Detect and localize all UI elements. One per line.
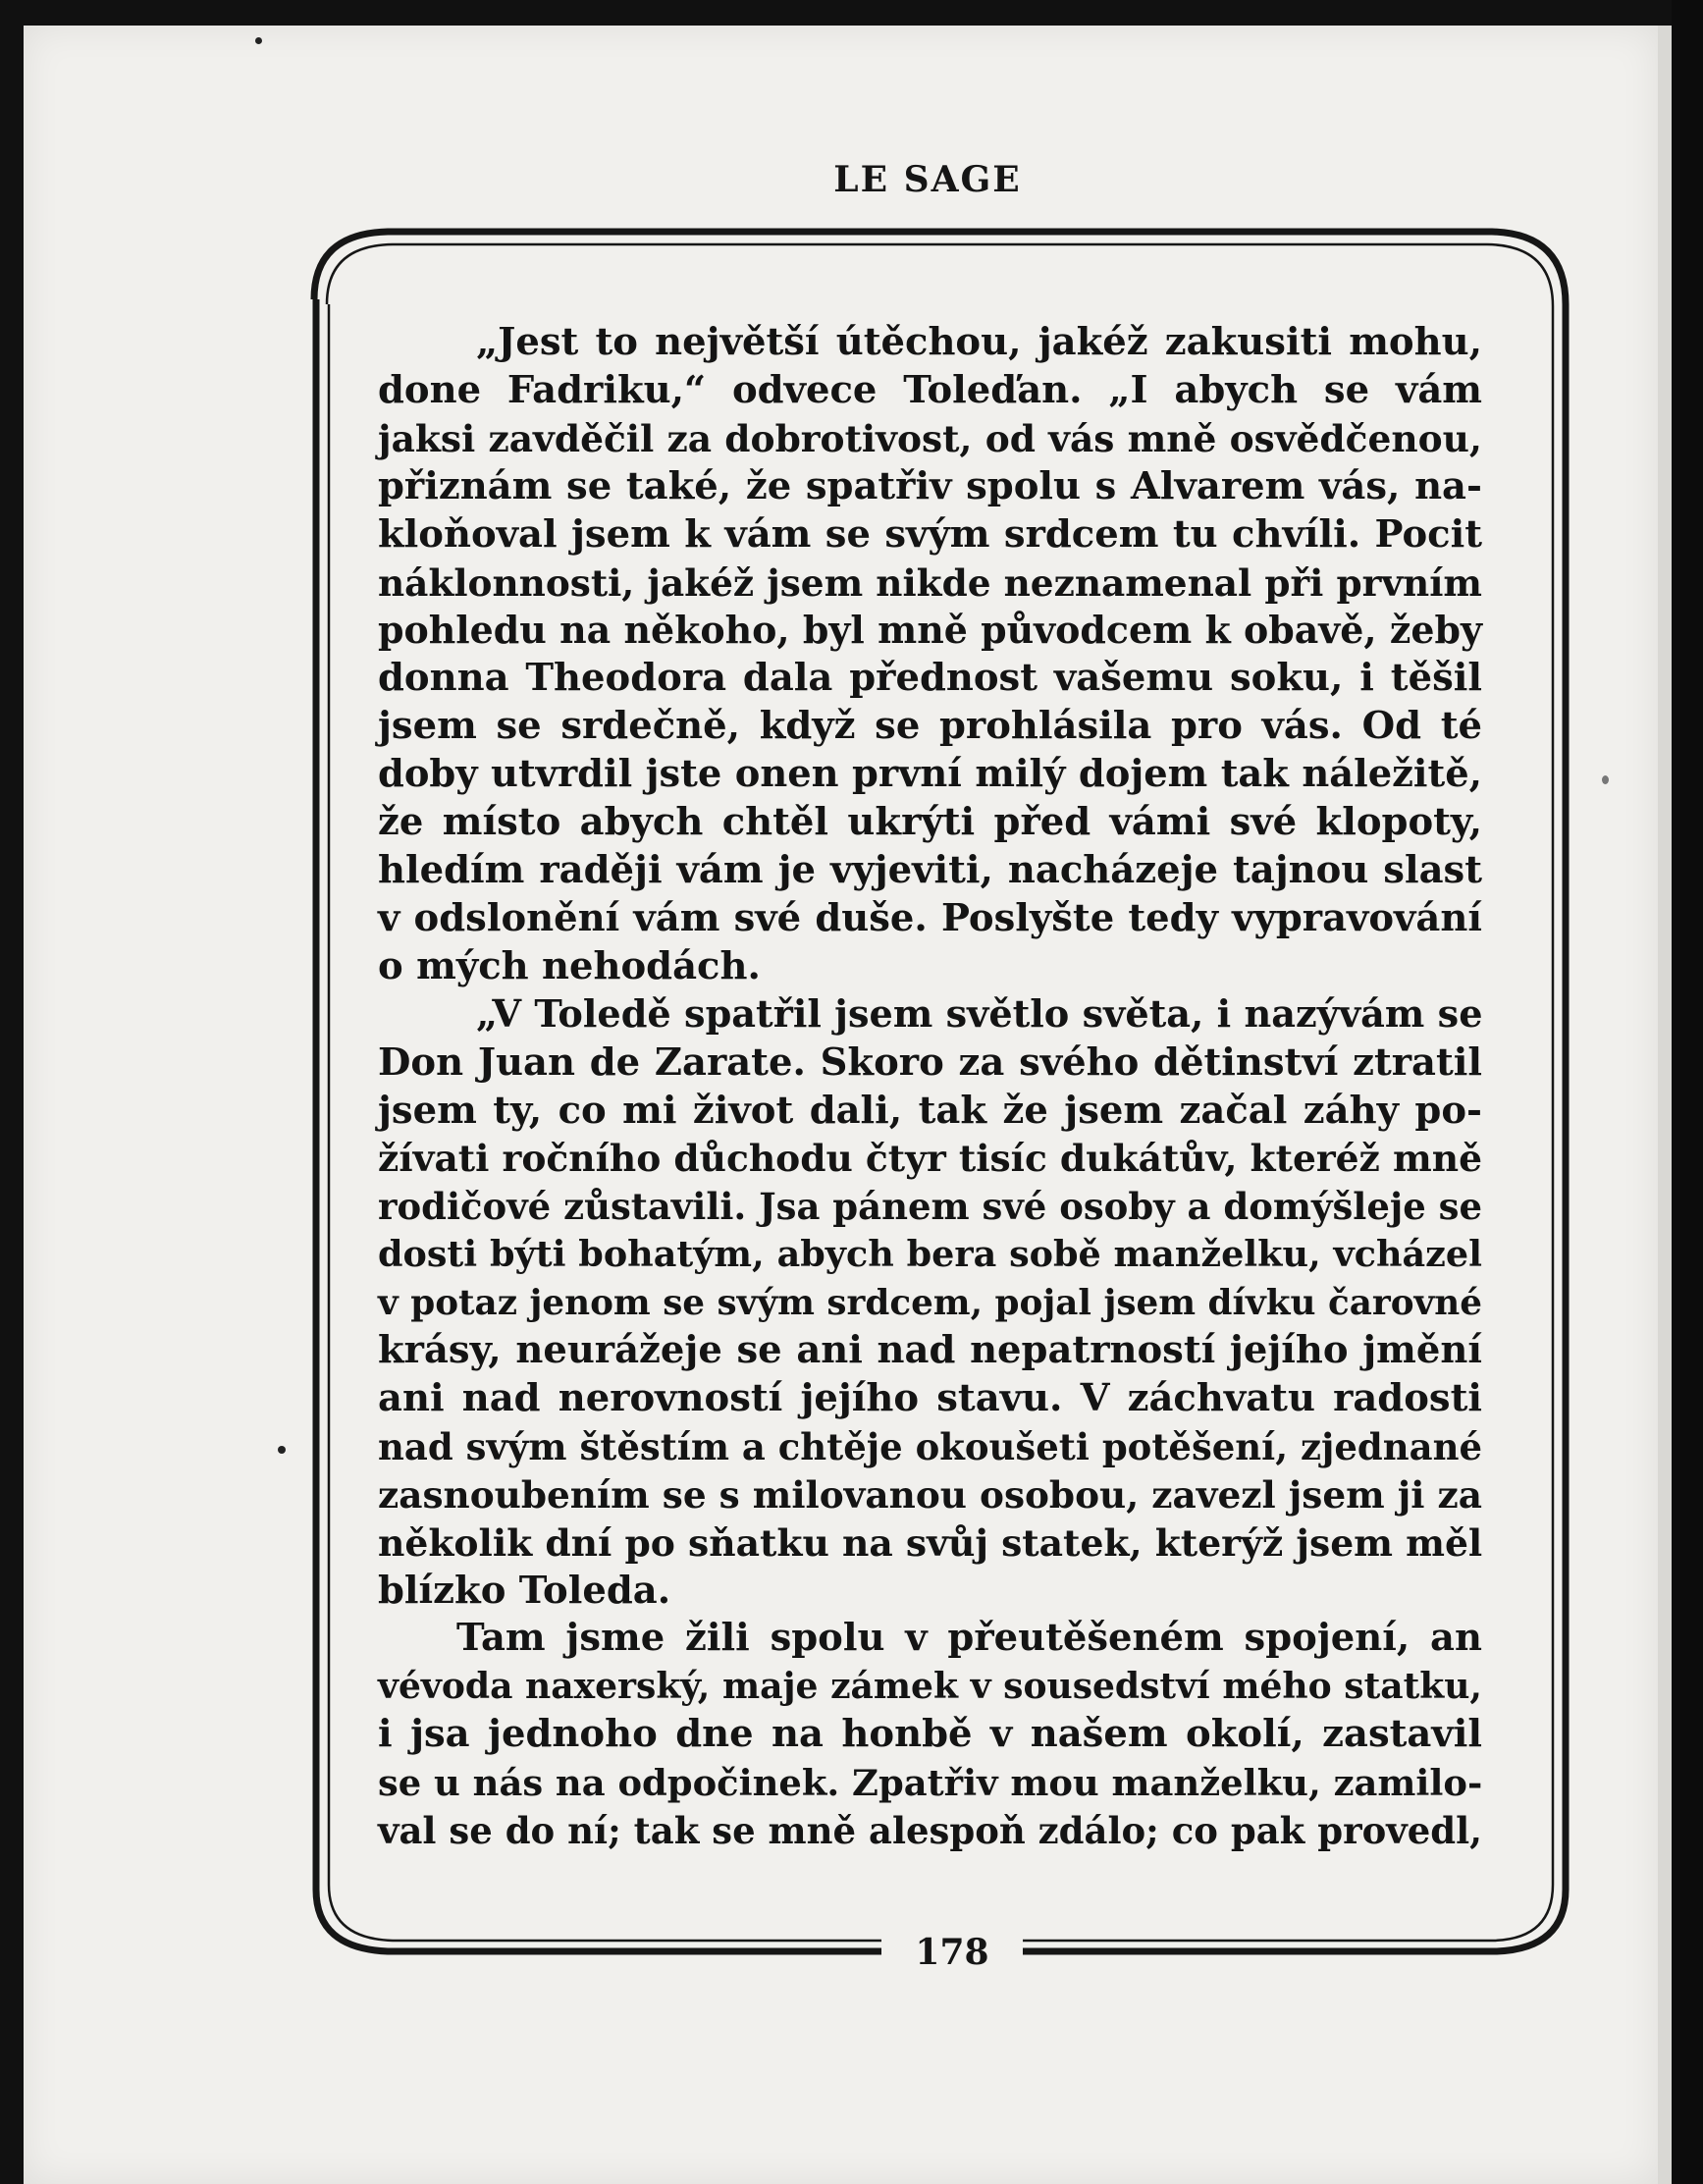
text-line: i jsa jednoho dne na honbě v našem okolí, zastavil	[378, 1712, 1482, 1757]
text-line: jsem ty, co mi život dali, tak že jsem začal záhy po-	[378, 1088, 1482, 1133]
scan-speck	[278, 1446, 286, 1454]
scan-speck	[1602, 775, 1609, 784]
text-line: ani nad nerovností jejího stavu. V záchvatu radosti	[378, 1375, 1482, 1420]
text-line: kloňoval jsem k vám se svým srdcem tu chvíli. Pocit	[378, 511, 1482, 557]
scan-speck	[255, 37, 262, 44]
text-line: že místo abych chtěl ukrýti před vámi své klopoty,	[378, 800, 1482, 845]
text-line: hledím raději vám je vyjeviti, nacházeje tajnou slast	[378, 847, 1482, 892]
running-head: LE SAGE	[833, 159, 1022, 200]
text-line: krásy, neurážeje se ani nad nepatrností jejího jmění	[378, 1328, 1482, 1373]
text-line: nad svým štěstím a chtěje okoušeti potěšení, zjednané	[378, 1424, 1482, 1468]
text-line: „Jest to největší útěchou, jakéž zakusiti mohu,	[476, 320, 1482, 364]
text-line: několik dní po sňatku na svůj statek, kterýž jsem měl	[378, 1520, 1483, 1565]
text-line: o mých nehodách.	[378, 943, 761, 988]
text-line: Tam jsme žili spolu v přeutěšeném spojení, an	[456, 1616, 1482, 1661]
text-line: rodičové zůstavili. Jsa pánem své osoby a domýšleje se	[378, 1185, 1482, 1229]
text-line: vévoda naxerský, maje zámek v sousedství mého statku,	[378, 1665, 1482, 1708]
text-line: dosti býti bohatým, abych bera sobě manželku, vcházel	[378, 1233, 1482, 1276]
text-line: se u nás na odpočinek. Zpatřiv mou manželku, zamilo-	[378, 1761, 1483, 1805]
text-line: doby utvrdil jste onen první milý dojem tak náležitě,	[378, 752, 1482, 797]
text-line: přiznám se také, že spatřiv spolu s Alvarem vás, na-	[378, 463, 1482, 508]
page-number: 178	[903, 1932, 1001, 1973]
text-line: pohledu na někoho, byl mně původcem k obavě, žeby	[378, 608, 1482, 653]
text-line: v potaz jenom se svým srdcem, pojal jsem dívku čarovné	[378, 1282, 1482, 1324]
text-line: „V Toledě spatřil jsem světlo světa, i nazývám se	[476, 991, 1483, 1037]
paragraph-2	[378, 991, 1482, 1616]
text-line: v odslonění vám své duše. Poslyšte tedy vypravování	[378, 895, 1482, 940]
text-line: val se do ní; tak se mně alespoň zdálo; co pak provedl,	[378, 1809, 1482, 1853]
text-line: jsem se srdečně, když se prohlásila pro vás. Od té	[378, 704, 1482, 749]
paragraph-1	[378, 319, 1482, 991]
text-line: done Fadriku,“ odvece Toleďan. „I abych se vám	[378, 367, 1482, 412]
text-line: blízko Toleda.	[378, 1568, 671, 1613]
paragraph-3	[378, 1615, 1482, 1855]
text-line: zasnoubením se s milovanou osobou, zavezl jsem ji za	[378, 1472, 1482, 1517]
text-line: jaksi zavděčil za dobrotivost, od vás mně osvědčenou,	[378, 416, 1482, 460]
text-line: náklonnosti, jakéž jsem nikde neznamenal při prvním	[378, 560, 1482, 605]
text-line: donna Theodora dala přednost vašemu soku, i těšil	[378, 656, 1482, 701]
text-line: žívati ročního důchodu čtyr tisíc dukátův, kteréž mně	[378, 1137, 1482, 1181]
text-line: Don Juan de Zarate. Skoro za svého dětinství ztratil	[378, 1039, 1482, 1085]
body-text	[378, 319, 1482, 1855]
